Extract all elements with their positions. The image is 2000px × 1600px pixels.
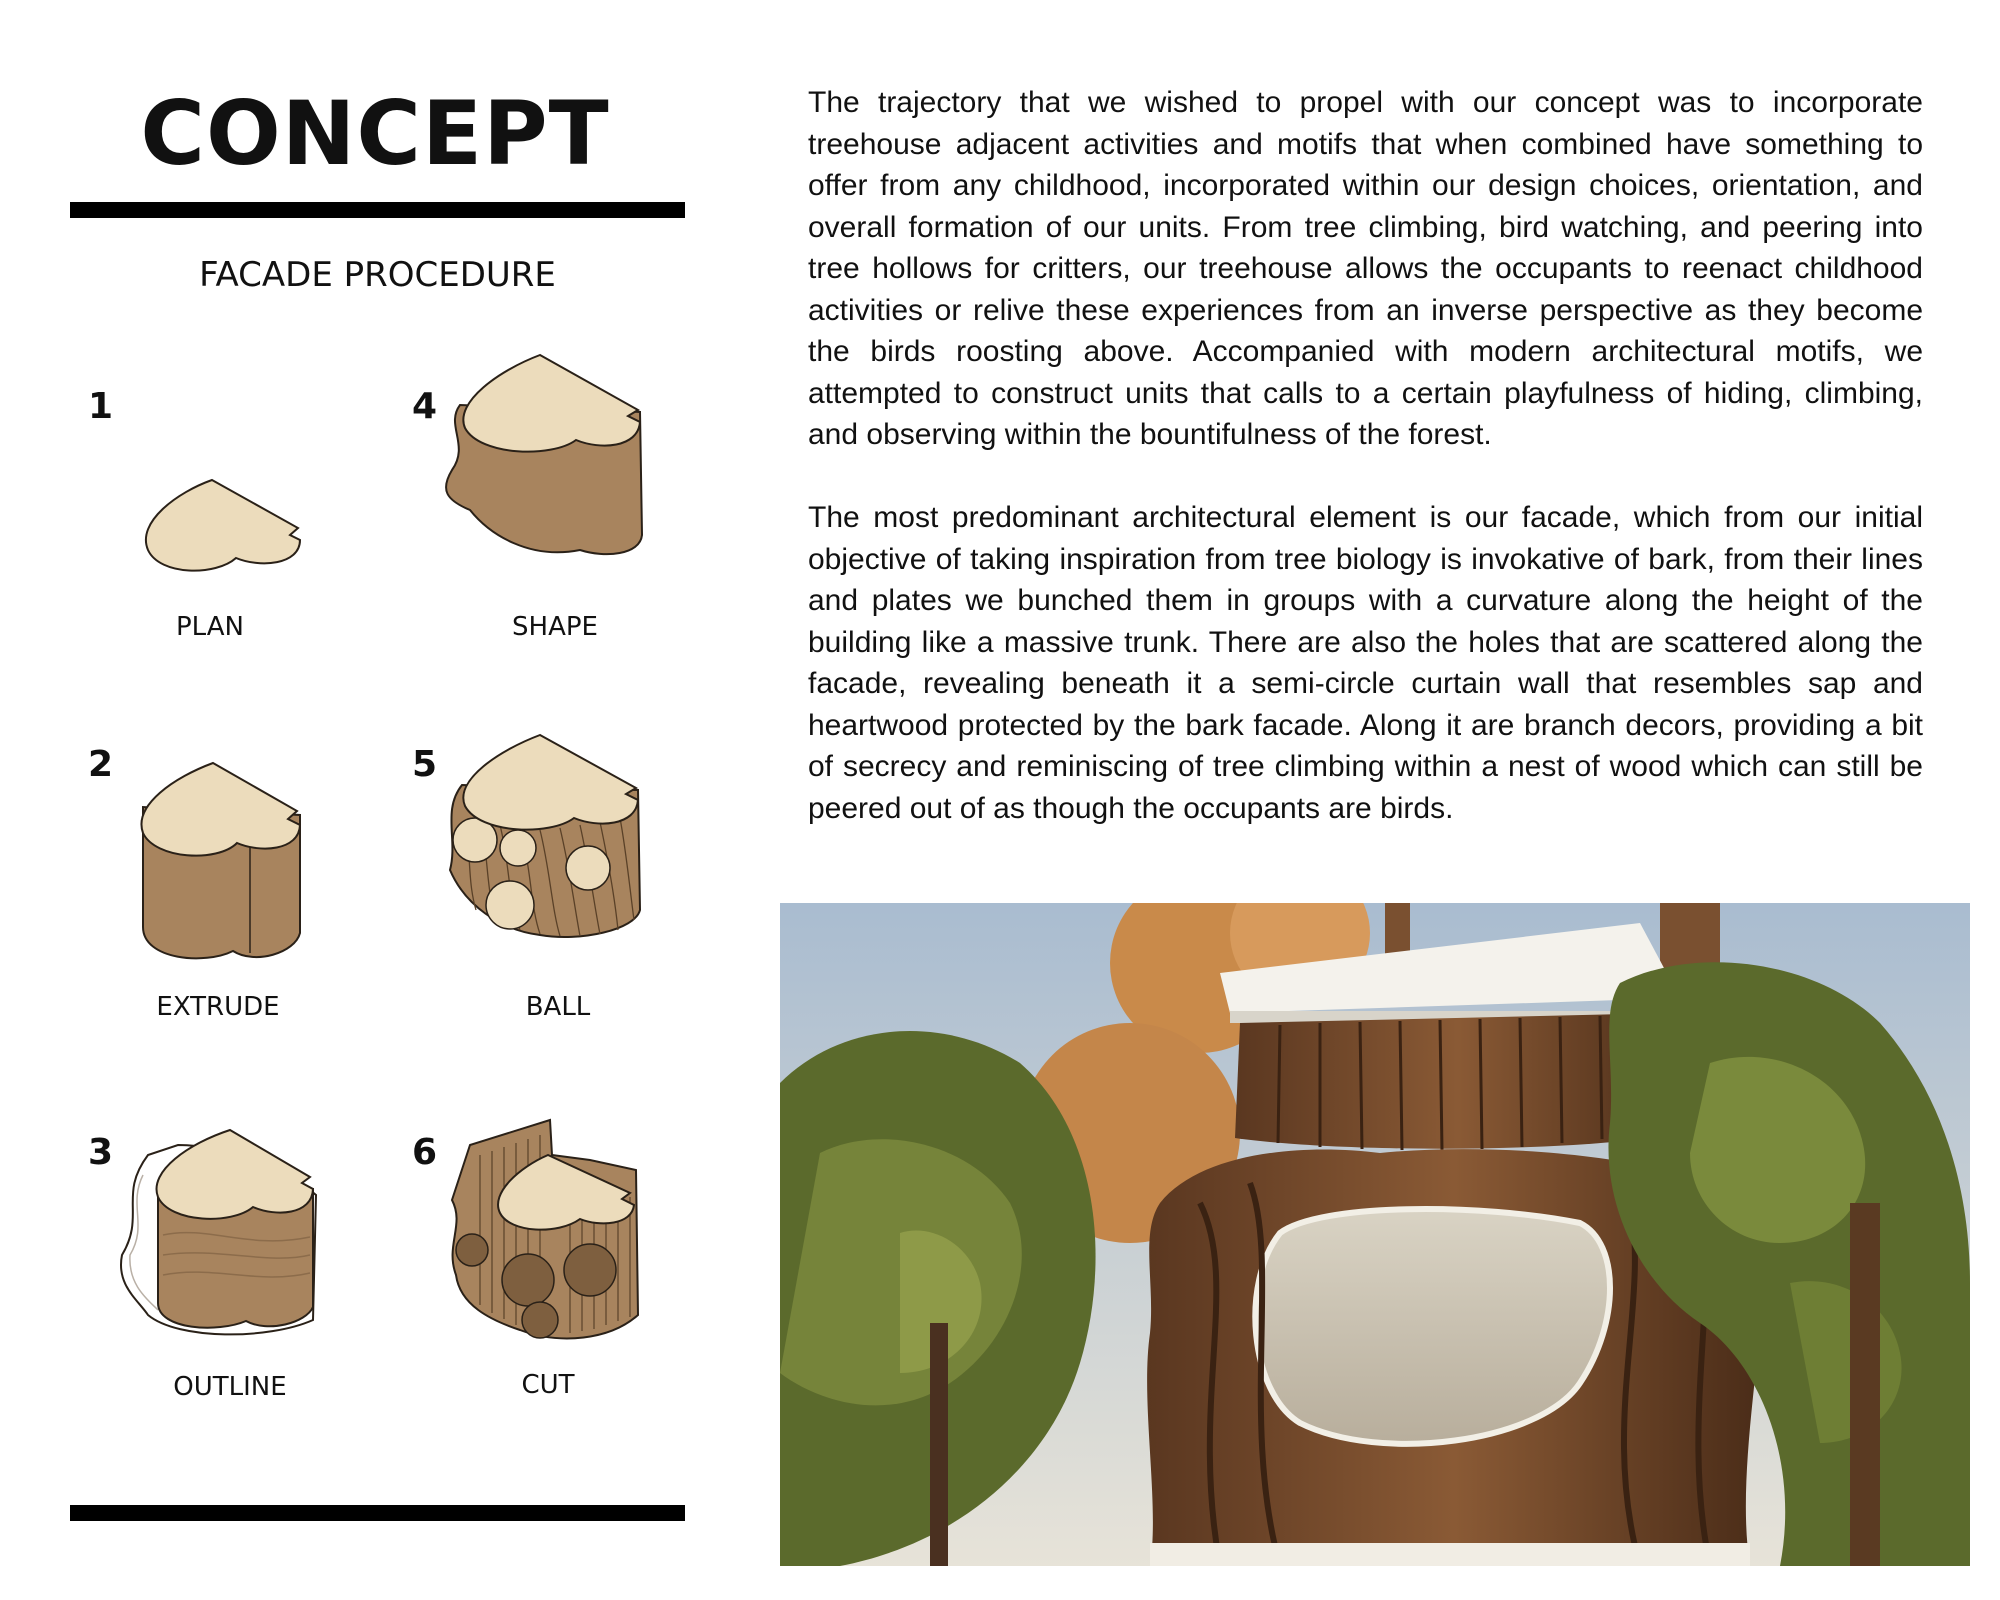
- treehouse-render-image: [780, 903, 1970, 1566]
- outline-shape-figure: [118, 1125, 323, 1340]
- step-4-number: 4: [412, 386, 438, 427]
- step-1-number: 1: [88, 386, 114, 427]
- shape-shape-figure: [440, 350, 645, 565]
- step-4-label: SHAPE: [512, 612, 598, 642]
- step-5-number: 5: [412, 744, 438, 785]
- section-subtitle: FACADE PROCEDURE: [199, 255, 556, 295]
- header-rule: [70, 202, 685, 218]
- concept-paragraph-1: The trajectory that we wished to propel with our concept was to incorporate treehouse adjacent activities and motifs that when combined have something to offer from any childhood, incorporated within our design choices, orientation, and overall formation of our units. From tree climbing, bird watching, and peering into tree hollows for critters, our treehouse allows the occupants to reenact childhood activities or relive these experiences from an inverse perspective as they become the birds roosting above. Accompanied with modern architectural motifs, we attempted to construct units that calls to a certain playfulness of hiding, climbing, and observing within the bountifulness of the forest.: [808, 86, 1923, 451]
- step-2-number: 2: [88, 744, 114, 785]
- step-1-label: PLAN: [176, 612, 244, 642]
- step-3-number: 3: [88, 1132, 114, 1173]
- step-3-label: OUTLINE: [173, 1372, 287, 1402]
- step-6-number: 6: [412, 1132, 438, 1173]
- extrude-shape-figure: [135, 755, 310, 965]
- cut-shape-figure: [440, 1115, 645, 1350]
- step-5-label: BALL: [525, 992, 591, 1022]
- page-title: CONCEPT: [140, 82, 610, 185]
- step-6-label: CUT: [521, 1370, 575, 1400]
- step-2-label: EXTRUDE: [156, 992, 280, 1022]
- concept-paragraph-2: The most predominant architectural element is our facade, which from our initial objective of taking inspiration from tree biology is invokative of bark, from their lines and plates we bunched them in groups with a curvature along the height of the building like a massive trunk. There are also the holes that are scattered along the facade, revealing beneath it a semi-circle curtain wall that resembles sap and heartwood protected by the bark facade. Along it are branch decors, providing a bit of secrecy and reminiscing of tree climbing within a nest of wood which can still be peered out of as though the occupants are birds.: [808, 501, 1923, 825]
- plan-shape-figure: [140, 470, 310, 580]
- footer-rule: [70, 1505, 685, 1521]
- ball-shape-figure: [440, 730, 645, 945]
